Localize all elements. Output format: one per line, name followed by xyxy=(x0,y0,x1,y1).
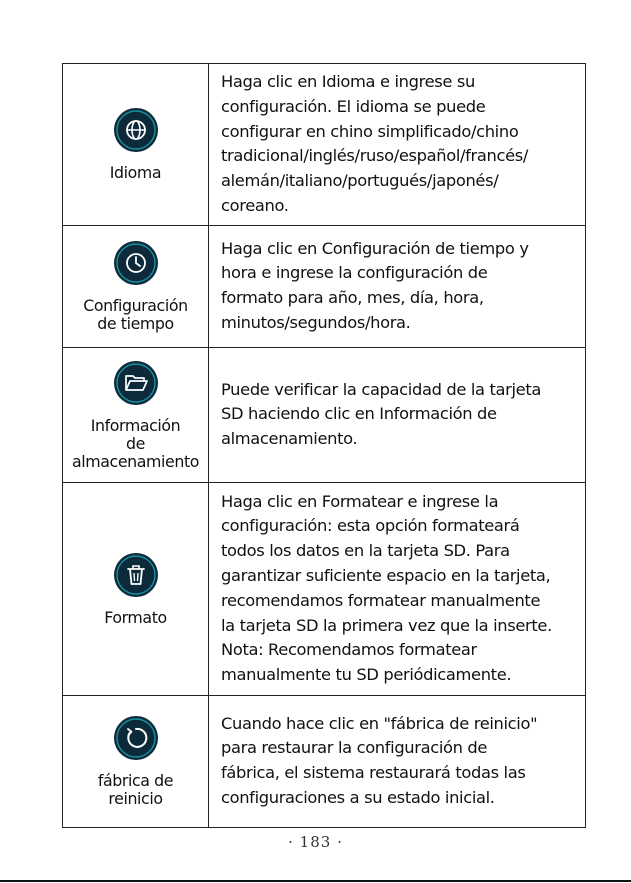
icon-cell xyxy=(63,482,209,695)
icon-cell xyxy=(63,695,209,827)
table-row-time xyxy=(63,225,586,347)
row-label: Información de almacenamiento xyxy=(72,415,199,471)
description-cell xyxy=(209,347,586,482)
description-cell xyxy=(209,64,586,226)
globe-icon xyxy=(112,106,160,154)
table-row-storage xyxy=(63,347,586,482)
icon-cell xyxy=(63,347,209,482)
row-label: Formato xyxy=(104,607,167,627)
row-description: Puede verificar la capacidad de la tarjeta SD haciendo clic en Información de almacenamiento. xyxy=(221,379,541,449)
row-description: Haga clic en Idioma e ingrese su configuración. El idioma se puede configurar en chino simplificado/chino tradicional/inglés/ruso/español/francés/ alemán/italiano/portugués/japonés/ coreano. xyxy=(221,72,529,215)
bottom-rule xyxy=(0,880,631,882)
reset-icon xyxy=(112,714,160,762)
description-cell xyxy=(209,225,586,347)
description-cell xyxy=(209,695,586,827)
row-description: Cuando hace clic en "fábrica de reinicio" para restaurar la configuración de fábrica, el sistema restaurará todas las configuraciones a su estado inicial. xyxy=(221,713,538,808)
row-description: Haga clic en Configuración de tiempo y hora e ingrese la configuración de formato para año, mes, día, hora, minutos/segundos/hora. xyxy=(221,238,529,333)
page-number: · 183 · xyxy=(288,833,343,851)
description-cell xyxy=(209,482,586,695)
table-row-language xyxy=(63,64,586,226)
clock-icon xyxy=(112,239,160,287)
icon-cell xyxy=(63,64,209,226)
table-row-factory-reset xyxy=(63,695,586,827)
row-label: fábrica de reinicio xyxy=(97,771,174,809)
trash-icon xyxy=(112,551,160,599)
table-row-format xyxy=(63,482,586,695)
settings-table xyxy=(62,63,586,828)
row-label: Idioma xyxy=(109,163,162,183)
folder-icon xyxy=(112,359,160,407)
icon-cell xyxy=(63,225,209,347)
row-description: Haga clic en Formatear e ingrese la configuración: esta opción formateará todos los datos en la tarjeta SD. Para garantizar suficiente espacio en la tarjeta, recomendamos formatear manualmente la tarjeta SD la primera vez que la inserte. Nota: Recomendamos formatear manualmente tu SD periódicamente. xyxy=(221,491,552,685)
row-label: Configuración de tiempo xyxy=(83,296,188,334)
